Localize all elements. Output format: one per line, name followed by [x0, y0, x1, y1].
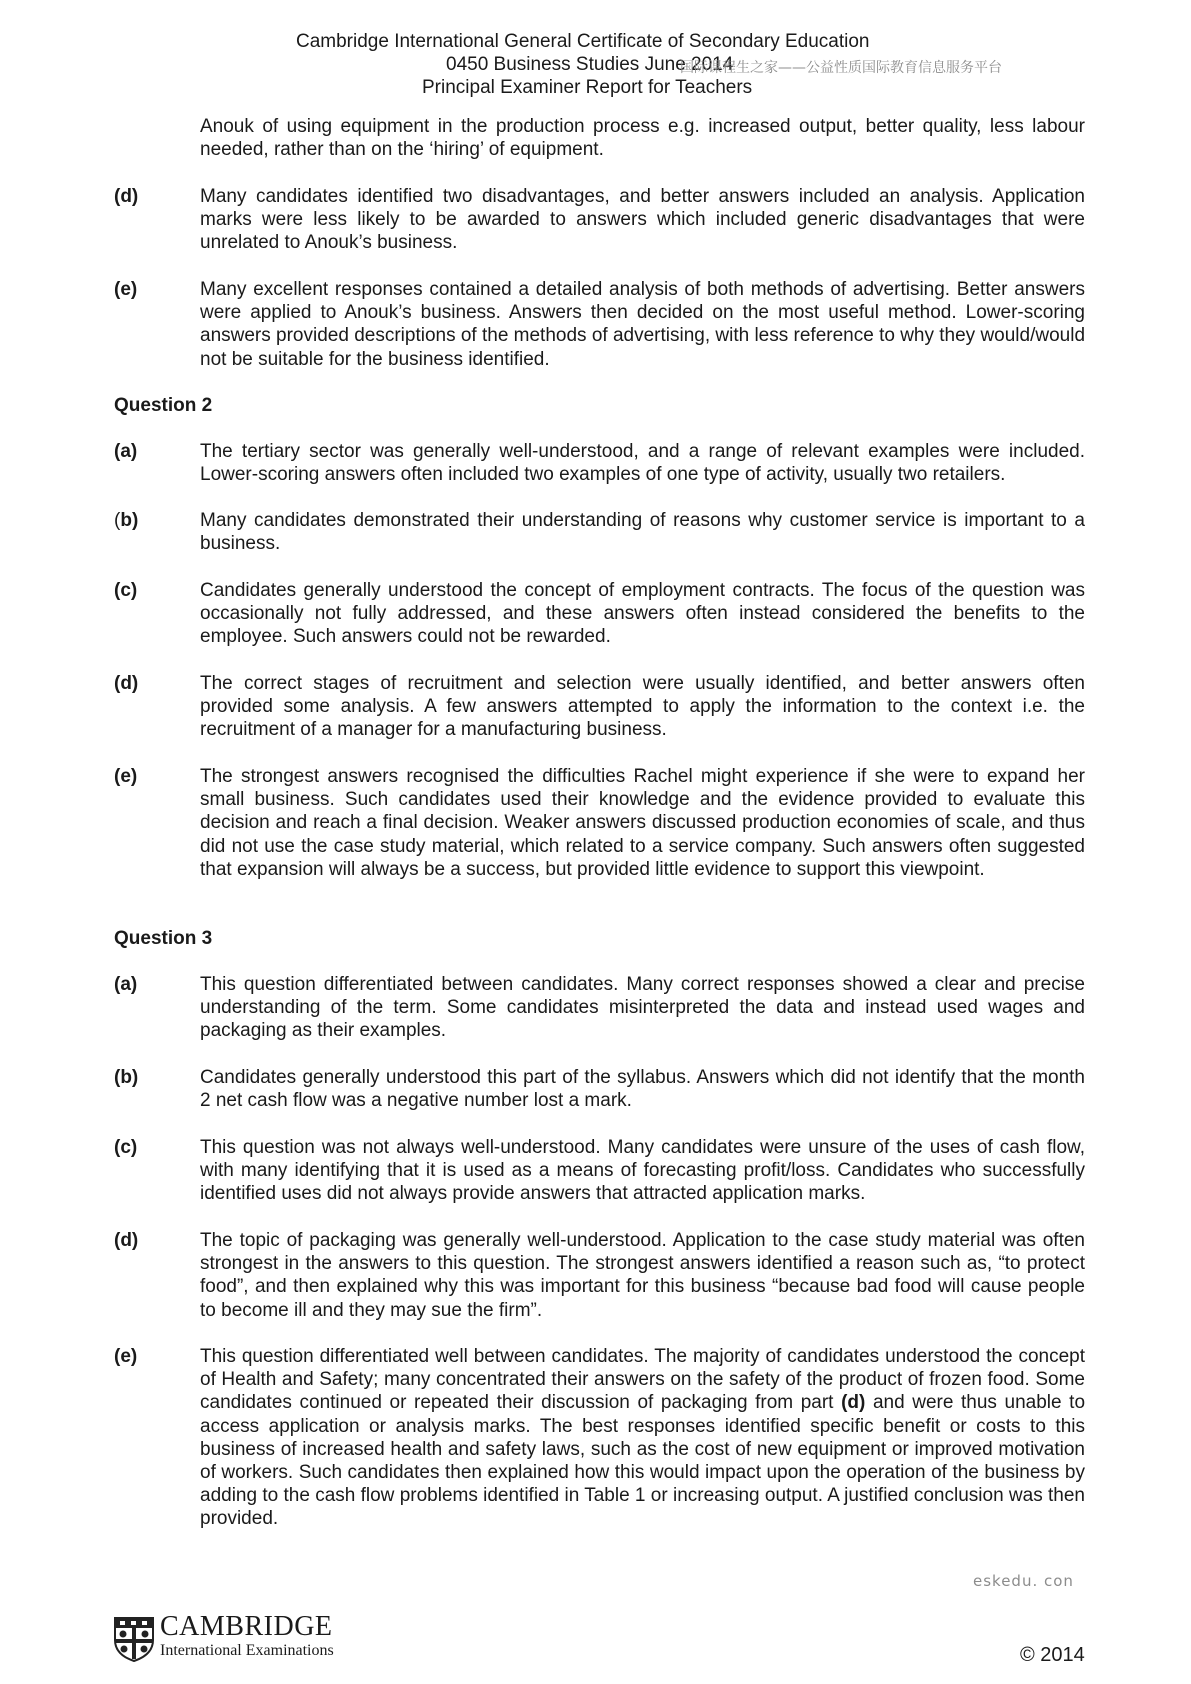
- q2-a-text: The tertiary sector was generally well-understood, and a range of relevant examples were included. Lower-scoring answers often included two examples of one type of activity, usually two retailers.: [200, 441, 1085, 486]
- q3-c-label: (c): [114, 1137, 138, 1158]
- logo-name: CAMBRIDGE: [160, 1611, 333, 1642]
- q3-e-part-reference: (d): [841, 1392, 866, 1414]
- q2-c-label: (c): [114, 580, 138, 601]
- question-3-heading: Question 3: [114, 928, 213, 949]
- copyright: © 2014: [1020, 1644, 1085, 1666]
- q3-d-label: (d): [114, 1230, 139, 1251]
- q2-a-label: (a): [114, 441, 138, 462]
- logo-subtitle: International Examinations: [160, 1642, 334, 1659]
- q2-b-label: [114, 509, 138, 532]
- q1-e-text: Many excellent responses contained a detailed analysis of both methods of advertising. Better answers were applied to Anouk’s business. Answers then decided on the most useful method. Lower-scoring answers provided descriptions of the methods of advertising, with less reference to why they would/would not be suitable for the business identified.: [200, 279, 1086, 370]
- q3-d-text: The topic of packaging was generally well-understood. Application to the case study material was often strongest in the answers to this question. The strongest answers identified a reason such as, “to protect food”, and then explained why this was important for this business “because bad food will cause people to become ill and they may sue the firm”.: [200, 1230, 1085, 1321]
- cambridge-crest-logo: [113, 1616, 155, 1662]
- q1-d-label: (d): [114, 186, 139, 207]
- q2-c-text: Candidates generally understood the concept of employment contracts. The focus of the question was occasionally not fully addressed, and these answers often instead considered the benefits to the employee. Such answers could not be rewarded.: [200, 580, 1085, 648]
- intro-paragraph: Anouk of using equipment in the production process e.g. increased output, better quality, less labour needed, rather than on the ‘hiring’ of equipment.: [200, 116, 1085, 161]
- q2-e-label: (e): [114, 766, 138, 787]
- q3-b-label: (b): [114, 1067, 139, 1088]
- watermark-bottom: eskedu. con: [973, 1572, 1074, 1590]
- q2-d-label: (d): [114, 673, 139, 694]
- header-line-2: 0450 Business Studies June 2014: [446, 54, 734, 75]
- q2-b-open-paren: (: [114, 510, 121, 531]
- question-2-heading: Question 2: [114, 395, 213, 416]
- q2-b-close-paren: ): [131, 510, 139, 531]
- q3-e-text-before: This question differentiated well between candidates. The majority of candidates understood the concept of Health and Safety; many concentrated their answers on the safety of the product of frozen food. Some candidates continued or repeated their discussion of packaging from part: [200, 1346, 1085, 1414]
- header-line-3: Principal Examiner Report for Teachers: [422, 77, 753, 98]
- q1-e-label: (e): [114, 279, 138, 300]
- q3-e-label: (e): [114, 1346, 138, 1367]
- q3-a-text: This question differentiated between candidates. Many correct responses showed a clear and precise understanding of the term. Some candidates misinterpreted the data and instead used wages and packaging as their examples.: [200, 974, 1085, 1042]
- q3-e-text-after: and were thus unable to access application or analysis marks. The best responses identified specific benefit or costs to this business of increased health and safety laws, such as the cost of new equipment or improved motivation of workers. Such candidates then explained how this would impact upon the operation of the business by adding to the cash flow problems identified in Table 1 or increasing output. A justified conclusion was then provided.: [200, 1392, 1086, 1530]
- q2-b-text: Many candidates demonstrated their understanding of reasons why customer service is important to a business.: [200, 510, 1085, 555]
- header-line-1: Cambridge International General Certificate of Secondary Education: [296, 31, 870, 52]
- q3-c-text: This question was not always well-understood. Many candidates were unsure of the uses of cash flow, with many identifying that it is used as a means of forecasting profit/loss. Candidates who successfully identified uses did not always provide answers that attracted application marks.: [200, 1137, 1085, 1205]
- q3-b-text: Candidates generally understood this part of the syllabus. Answers which did not identify that the month 2 net cash flow was a negative number lost a mark.: [200, 1067, 1085, 1112]
- q2-b-letter: b: [120, 510, 132, 531]
- cambridge-logo-text: [160, 1612, 334, 1660]
- q2-d-text: The correct stages of recruitment and selection were usually identified, and better answers often provided some analysis. A few answers attempted to apply the information to the context i.e. the recruitment of a manager for a manufacturing business.: [200, 673, 1085, 741]
- watermark-top: 国际课程生之家——公益性质国际教育信息服务平台: [680, 60, 1002, 76]
- q3-e-text: [200, 1345, 1085, 1531]
- q1-d-text: Many candidates identified two disadvantages, and better answers included an analysis. Application marks were less likely to be awarded to answers which included generic disadvantages that were unrelated to Anouk’s business.: [200, 186, 1085, 254]
- q3-a-label: (a): [114, 974, 138, 995]
- q2-e-text: The strongest answers recognised the difficulties Rachel might experience if she were to expand her small business. Such candidates used their knowledge and the evidence provided to evaluate this decision and reach a final decision. Weaker answers discussed production economies of scale, and thus did not use the case study material, which related to a service company. Such answers often suggested that expansion will always be a success, but provided little evidence to support this viewpoint.: [200, 766, 1085, 880]
